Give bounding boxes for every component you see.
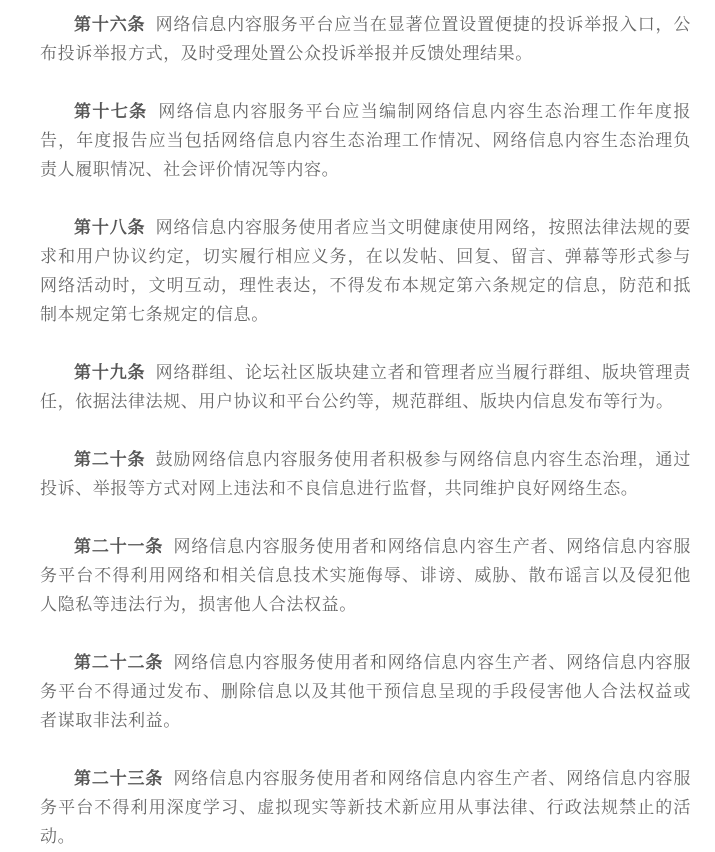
article-body: 网络信息内容服务平台应当在显著位置设置便捷的投诉举报入口，公布投诉举报方式，及时受理处置公众投诉举报并反馈处理结果。 — [40, 15, 692, 64]
article-body: 网络信息内容服务使用者和网络信息内容生产者、网络信息内容服务平台不得利用网络和相关信息技术实施侮辱、诽谤、威胁、散布谣言以及侵犯他人隐私等违法行为，损害他人合法权益。 — [40, 537, 691, 615]
article-19 — [40, 359, 691, 417]
article-body: 网络信息内容服务平台应当编制网络信息内容生态治理工作年度报告，年度报告应当包括网络信息内容生态治理工作情况、网络信息内容生态治理负责人履职情况、社会评价情况等内容。 — [40, 102, 691, 180]
article-body: 网络信息内容服务使用者和网络信息内容生产者、网络信息内容服务平台不得利用深度学习、虚拟现实等新技术新应用从事法律、行政法规禁止的活动。 — [40, 769, 691, 847]
article-16 — [40, 11, 691, 69]
article-17 — [40, 98, 691, 185]
article-23 — [40, 765, 691, 852]
article-22 — [40, 649, 691, 736]
article-title: 第二十三条 — [74, 769, 164, 789]
article-body: 鼓励网络信息内容服务使用者积极参与网络信息内容生态治理，通过投诉、举报等方式对网上违法和不良信息进行监督，共同维护良好网络生态。 — [40, 450, 692, 499]
article-20 — [40, 446, 691, 504]
article-body: 网络群组、论坛社区版块建立者和管理者应当履行群组、版块管理责任，依据法律法规、用户协议和平台公约等，规范群组、版块内信息发布等行为。 — [40, 363, 692, 412]
article-title: 第二十二条 — [74, 653, 164, 673]
article-21 — [40, 533, 691, 620]
article-title: 第二十一条 — [74, 537, 164, 557]
article-title: 第十九条 — [74, 363, 146, 383]
article-title: 第十七条 — [74, 102, 148, 122]
article-18 — [40, 214, 691, 330]
article-body: 网络信息内容服务使用者应当文明健康使用网络，按照法律法规的要求和用户协议约定，切实履行相应义务，在以发帖、回复、留言、弹幕等形式参与网络活动时，文明互动，理性表达，不得发布本规定第六条规定的信息，防范和抵制本规定第七条规定的信息。 — [40, 218, 692, 325]
article-title: 第十六条 — [74, 15, 146, 35]
article-body: 网络信息内容服务使用者和网络信息内容生产者、网络信息内容服务平台不得通过发布、删除信息以及其他干预信息呈现的手段侵害他人合法权益或者谋取非法利益。 — [40, 653, 691, 731]
article-title: 第二十条 — [74, 450, 146, 470]
article-title: 第十八条 — [74, 218, 146, 238]
